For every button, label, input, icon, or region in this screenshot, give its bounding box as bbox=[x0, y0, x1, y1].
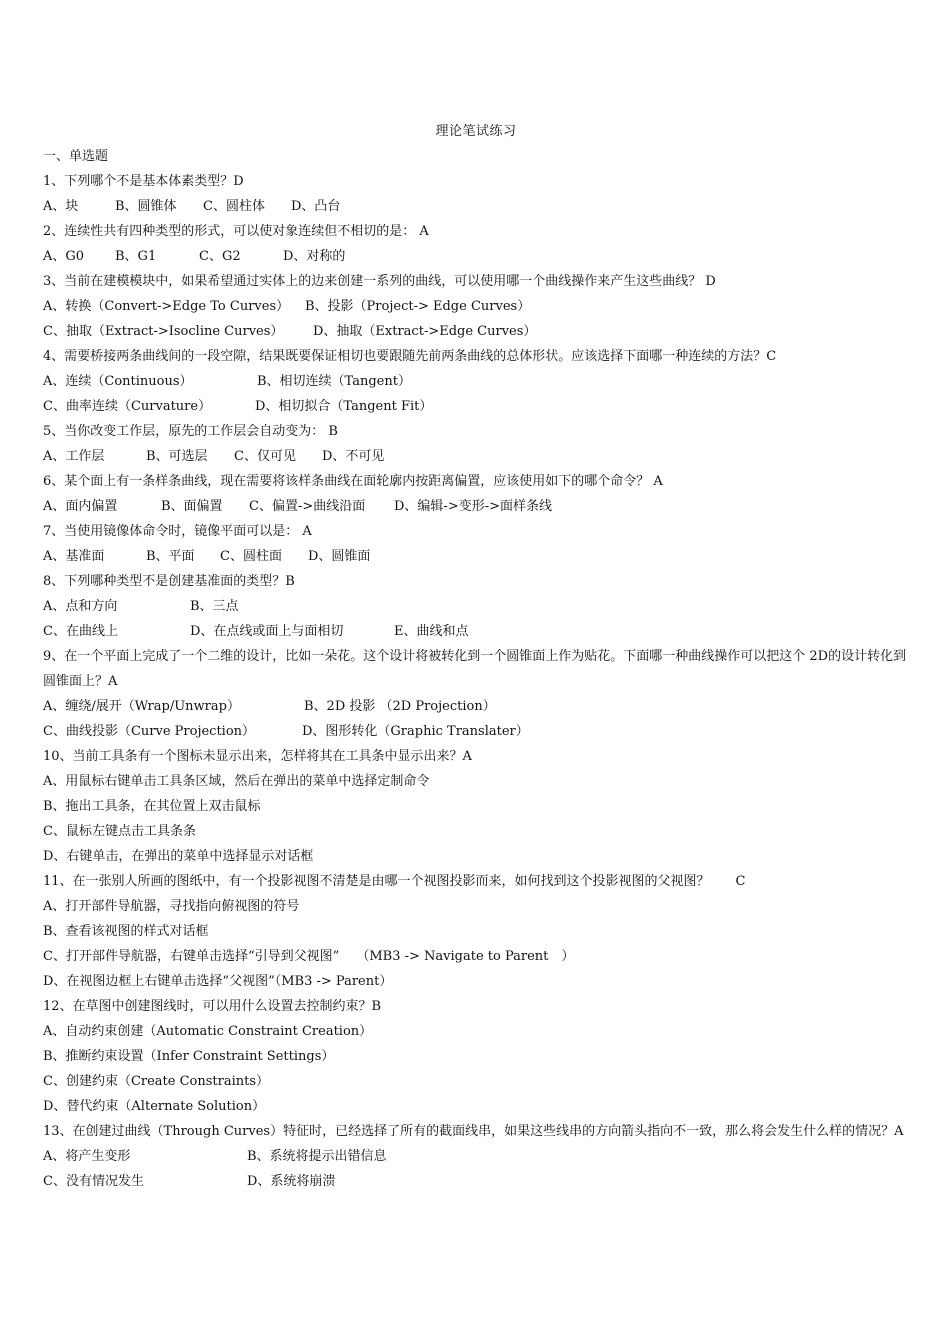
option-item: B、三点 bbox=[190, 599, 239, 614]
option-item: A、面内偏置 bbox=[43, 499, 118, 514]
question-text: 9、在一个平面上完成了一个二维的设计，比如一朵花。这个设计将被转化到一个圆锥面上作为贴花。下面哪一种曲线操作可以把这个 2D的设计转化到圆锥面上？A bbox=[43, 649, 907, 689]
option-row bbox=[43, 294, 909, 319]
option-item: B、G1 bbox=[115, 249, 157, 264]
option-item: D、编辑->变形->面样条线 bbox=[394, 499, 552, 514]
option-row bbox=[43, 1169, 909, 1194]
option-item: A、G0 bbox=[43, 249, 85, 264]
answer-option: B、推断约束设置（Infer Constraint Settings） bbox=[43, 1049, 335, 1064]
option-item: D、不可见 bbox=[322, 449, 385, 464]
option-row bbox=[43, 619, 909, 644]
answer-option: A、打开部件导航器，寻找指向俯视图的符号 bbox=[43, 899, 300, 914]
option-item: B、系统将提示出错信息 bbox=[247, 1149, 387, 1164]
question-text: 1、下列哪个不是基本体素类型？D bbox=[43, 174, 244, 189]
option-item: E、曲线和点 bbox=[394, 624, 469, 639]
option-item: C、曲率连续（Curvature） bbox=[43, 399, 212, 414]
option-item: A、转换（Convert->Edge To Curves） bbox=[43, 299, 290, 314]
answer-option: A、用鼠标右键单击工具条区域，然后在弹出的菜单中选择定制命令 bbox=[43, 774, 430, 789]
answer-option: C、鼠标左键点击工具条条 bbox=[43, 824, 196, 839]
option-row bbox=[43, 1144, 909, 1169]
option-item: C、偏置->曲线沿面 bbox=[249, 499, 366, 514]
answer-option: B、拖出工具条，在其位置上双击鼠标 bbox=[43, 799, 261, 814]
question-text: 8、下列哪种类型不是创建基准面的类型？B bbox=[43, 574, 295, 589]
question-text: 5、当你改变工作层，原先的工作层会自动变为： B bbox=[43, 424, 338, 439]
option-item: D、图形转化（Graphic Translater） bbox=[302, 724, 529, 739]
option-item: D、在点线或面上与面相切 bbox=[190, 624, 344, 639]
option-item: A、将产生变形 bbox=[43, 1149, 131, 1164]
option-row bbox=[43, 544, 909, 569]
question-list bbox=[43, 169, 909, 1194]
question-text: 6、某个面上有一条样条曲线，现在需要将该样条曲线在面轮廓内按距离偏置，应该使用如下的哪个命令？ A bbox=[43, 474, 663, 489]
option-item: A、缠绕/展开（Wrap/Unwrap） bbox=[43, 699, 240, 714]
answer-option: B、查看该视图的样式对话框 bbox=[43, 924, 209, 939]
answer-option: D、替代约束（Alternate Solution） bbox=[43, 1099, 266, 1114]
option-row bbox=[43, 444, 909, 469]
question-text: 4、需要桥接两条曲线间的一段空隙，结果既要保证相切也要跟随先前两条曲线的总体形状。应该选择下面哪一种连续的方法？C bbox=[43, 349, 777, 364]
question-text: 10、当前工具条有一个图标未显示出来，怎样将其在工具条中显示出来？A bbox=[43, 749, 472, 764]
option-row bbox=[43, 694, 909, 719]
question-text: 12、在草图中创建图线时，可以用什么设置去控制约束？B bbox=[43, 999, 382, 1014]
option-item: C、G2 bbox=[199, 249, 241, 264]
option-item: B、投影（Project-> Edge Curves） bbox=[305, 299, 531, 314]
question-text: 2、连续性共有四种类型的形式，可以使对象连续但不相切的是： A bbox=[43, 224, 429, 239]
option-item: C、曲线投影（Curve Projection） bbox=[43, 724, 256, 739]
option-row bbox=[43, 394, 909, 419]
option-item: B、平面 bbox=[146, 549, 195, 564]
option-item: C、圆柱面 bbox=[220, 549, 282, 564]
question-text: 7、当使用镜像体命令时，镜像平面可以是： A bbox=[43, 524, 312, 539]
option-item: D、凸台 bbox=[291, 199, 341, 214]
document-page bbox=[43, 119, 909, 1194]
section-heading: 一、单选题 bbox=[43, 149, 109, 164]
option-item: B、面偏置 bbox=[161, 499, 223, 514]
option-row bbox=[43, 494, 909, 519]
option-row bbox=[43, 719, 909, 744]
option-row bbox=[43, 244, 909, 269]
question-text: 11、在一张别人所画的图纸中，有一个投影视图不清楚是由哪一个视图投影而来，如何找到这个投影视图的父视图？ C bbox=[43, 874, 746, 889]
option-item: D、对称的 bbox=[283, 249, 346, 264]
option-item: C、没有情况发生 bbox=[43, 1174, 144, 1189]
answer-option: C、创建约束（Create Constraints） bbox=[43, 1074, 270, 1089]
option-item: C、在曲线上 bbox=[43, 624, 118, 639]
option-row bbox=[43, 319, 909, 344]
answer-option: D、在视图边框上右键单击选择“父视图”（MB3 -> Parent） bbox=[43, 974, 393, 989]
answer-option: C、打开部件导航器，右键单击选择“引导到父视图” （MB3 -> Navigate to Parent ） bbox=[43, 949, 575, 964]
option-item: B、圆锥体 bbox=[115, 199, 177, 214]
option-row bbox=[43, 594, 909, 619]
option-item: C、仅可见 bbox=[234, 449, 296, 464]
option-item: C、抽取（Extract->Isocline Curves） bbox=[43, 324, 284, 339]
option-item: B、可选层 bbox=[146, 449, 208, 464]
option-item: C、圆柱体 bbox=[203, 199, 265, 214]
option-item: D、系统将崩溃 bbox=[247, 1174, 336, 1189]
option-item: A、点和方向 bbox=[43, 599, 118, 614]
option-item: A、工作层 bbox=[43, 449, 105, 464]
option-item: B、2D 投影 （2D Projection） bbox=[304, 699, 496, 714]
question-text: 3、当前在建模模块中，如果希望通过实体上的边来创建一系列的曲线，可以使用哪一个曲线操作来产生这些曲线？ D bbox=[43, 274, 716, 289]
option-item: D、圆锥面 bbox=[308, 549, 371, 564]
option-item: A、基准面 bbox=[43, 549, 105, 564]
option-item: B、相切连续（Tangent） bbox=[257, 374, 411, 389]
option-item: D、抽取（Extract->Edge Curves） bbox=[313, 324, 537, 339]
document-title: 理论笔试练习 bbox=[435, 124, 517, 139]
answer-option: D、右键单击，在弹出的菜单中选择显示对话框 bbox=[43, 849, 314, 864]
option-row bbox=[43, 369, 909, 394]
option-item: D、相切拟合（Tangent Fit） bbox=[255, 399, 433, 414]
question-text: 13、在创建过曲线（Through Curves）特征时，已经选择了所有的截面线串，如果这些线串的方向箭头指向不一致，那么将会发生什么样的情况？A bbox=[43, 1124, 904, 1139]
option-item: A、块 bbox=[43, 199, 79, 214]
option-row bbox=[43, 194, 909, 219]
option-item: A、连续（Continuous） bbox=[43, 374, 193, 389]
answer-option: A、自动约束创建（Automatic Constraint Creation） bbox=[43, 1024, 373, 1039]
